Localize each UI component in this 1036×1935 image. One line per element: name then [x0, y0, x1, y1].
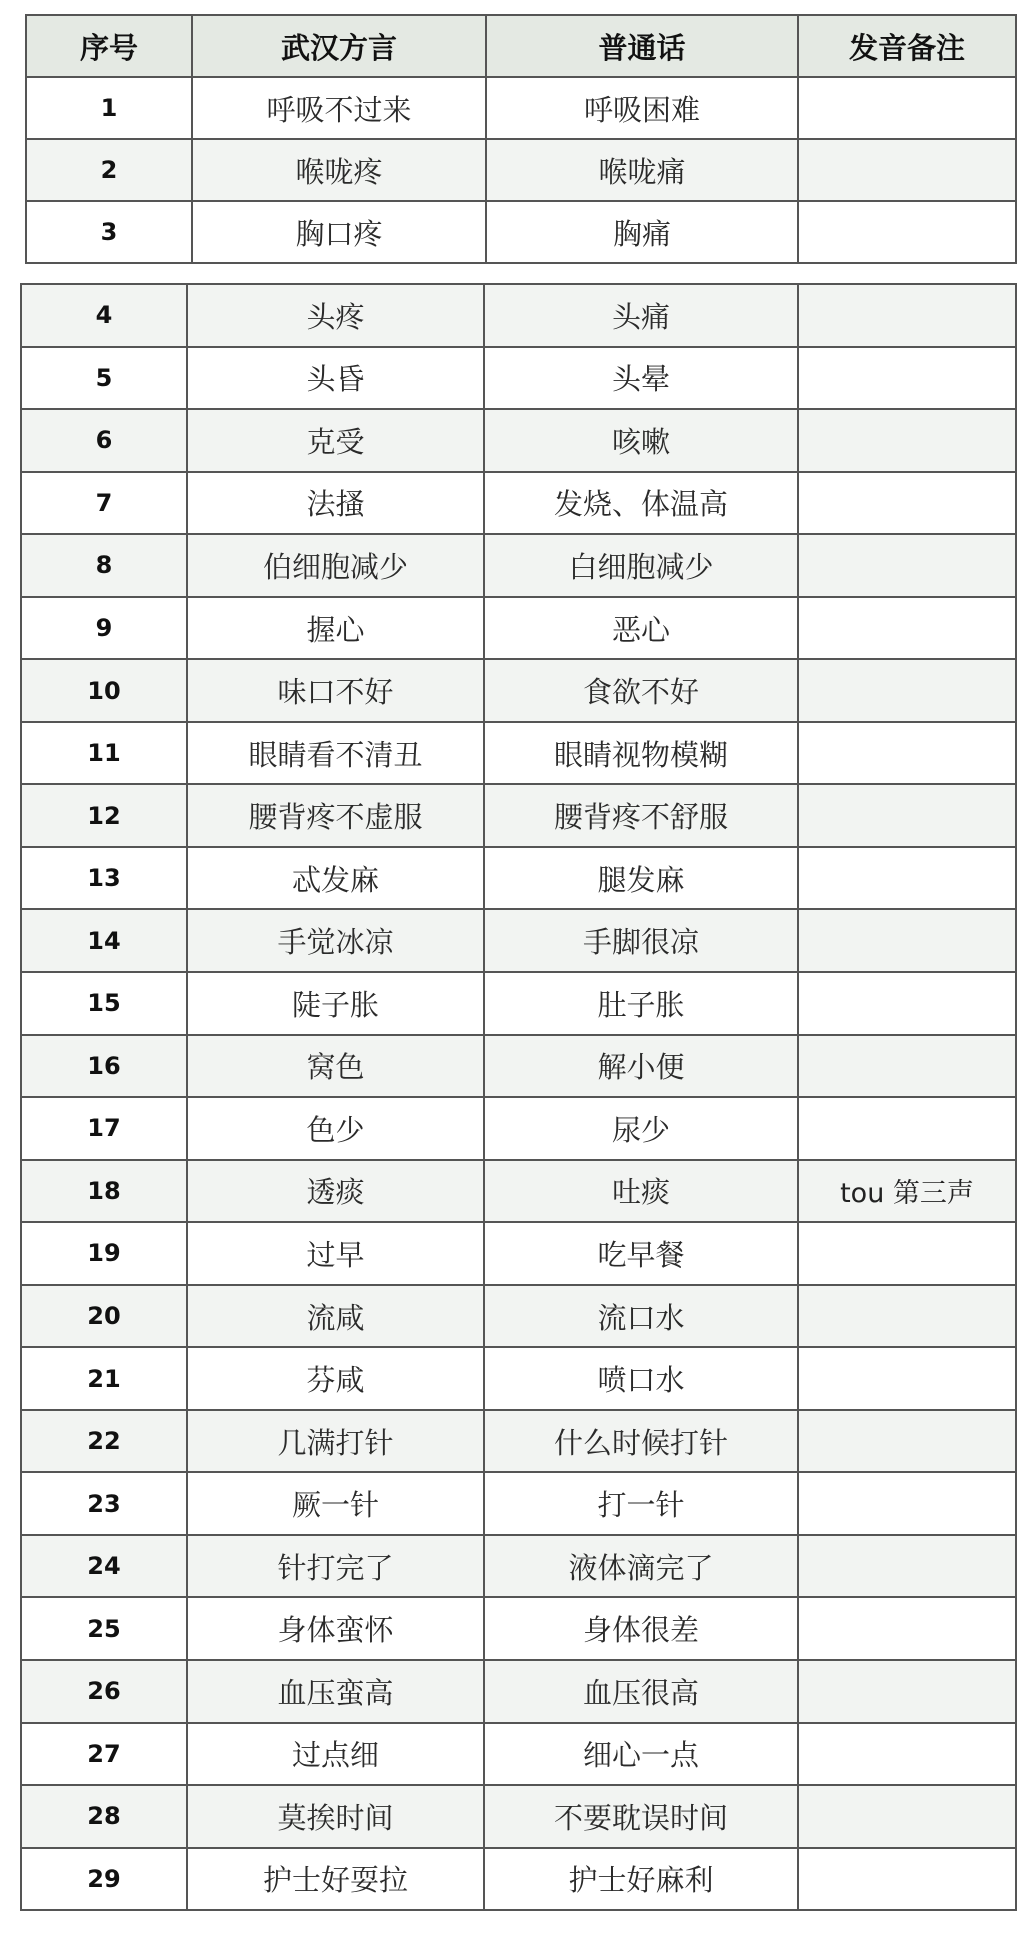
table-row [21, 1660, 1016, 1723]
row-index: 5 [21, 347, 187, 410]
row-note [798, 597, 1016, 660]
row-index: 13 [21, 847, 187, 910]
row-dialect: 手觉冰凉 [187, 909, 484, 972]
table-row [21, 597, 1016, 660]
table-row [21, 972, 1016, 1035]
row-index: 26 [21, 1660, 187, 1723]
table-row [21, 1222, 1016, 1285]
row-note [798, 1597, 1016, 1660]
row-dialect: 握心 [187, 597, 484, 660]
row-mandarin: 腿发麻 [484, 847, 798, 910]
row-dialect: 眼睛看不清丑 [187, 722, 484, 785]
table-row [21, 409, 1016, 472]
header-index: 序号 [26, 15, 192, 77]
row-dialect: 色少 [187, 1097, 484, 1160]
row-index: 23 [21, 1472, 187, 1535]
row-mandarin: 什么时候打针 [484, 1410, 798, 1473]
row-dialect: 厥一针 [187, 1472, 484, 1535]
row-mandarin: 腰背疼不舒服 [484, 784, 798, 847]
row-index: 29 [21, 1848, 187, 1911]
row-dialect: 针打完了 [187, 1535, 484, 1598]
table-row [21, 659, 1016, 722]
table-row [21, 1535, 1016, 1598]
row-note [798, 1222, 1016, 1285]
row-note [798, 1410, 1016, 1473]
row-index: 3 [26, 201, 192, 263]
row-dialect: 法搔 [187, 472, 484, 535]
row-index: 24 [21, 1535, 187, 1598]
table-row [21, 722, 1016, 785]
row-note [798, 1848, 1016, 1911]
row-note [798, 201, 1016, 263]
row-dialect: 窝色 [187, 1035, 484, 1098]
row-note [798, 909, 1016, 972]
row-index: 4 [21, 284, 187, 347]
row-mandarin: 手脚很凉 [484, 909, 798, 972]
row-index: 17 [21, 1097, 187, 1160]
row-mandarin: 尿少 [484, 1097, 798, 1160]
row-mandarin: 喉咙痛 [486, 139, 798, 201]
row-mandarin: 吃早餐 [484, 1222, 798, 1285]
row-mandarin: 肚子胀 [484, 972, 798, 1035]
row-index: 1 [26, 77, 192, 139]
row-index: 19 [21, 1222, 187, 1285]
row-note [798, 284, 1016, 347]
row-mandarin: 头痛 [484, 284, 798, 347]
row-dialect: 胸口疼 [192, 201, 486, 263]
row-mandarin: 头晕 [484, 347, 798, 410]
row-index: 16 [21, 1035, 187, 1098]
row-dialect: 头疼 [187, 284, 484, 347]
table-row [26, 201, 1016, 263]
row-mandarin: 打一针 [484, 1472, 798, 1535]
row-index: 6 [21, 409, 187, 472]
row-dialect: 味口不好 [187, 659, 484, 722]
row-index: 18 [21, 1160, 187, 1223]
row-mandarin: 白细胞减少 [484, 534, 798, 597]
row-note: tou 第三声 [798, 1160, 1016, 1223]
row-note [798, 77, 1016, 139]
row-note [798, 1347, 1016, 1410]
row-mandarin: 血压很高 [484, 1660, 798, 1723]
row-note [798, 347, 1016, 410]
row-note [798, 847, 1016, 910]
table-row [21, 534, 1016, 597]
row-mandarin: 不要耽误时间 [484, 1785, 798, 1848]
row-note [798, 1660, 1016, 1723]
row-dialect: 护士好耍拉 [187, 1848, 484, 1911]
row-note [798, 1535, 1016, 1598]
table-row [21, 1848, 1016, 1911]
row-dialect: 伯细胞减少 [187, 534, 484, 597]
dialect-table-part-1 [25, 14, 1017, 264]
table-row [21, 1285, 1016, 1348]
row-index: 22 [21, 1410, 187, 1473]
row-index: 11 [21, 722, 187, 785]
row-dialect: 喉咙疼 [192, 139, 486, 201]
row-index: 27 [21, 1723, 187, 1786]
header-note: 发音备注 [798, 15, 1016, 77]
table-header-row [26, 15, 1016, 77]
row-dialect: 呼吸不过来 [192, 77, 486, 139]
row-dialect: 克受 [187, 409, 484, 472]
row-mandarin: 细心一点 [484, 1723, 798, 1786]
row-index: 12 [21, 784, 187, 847]
row-dialect: 过点细 [187, 1723, 484, 1786]
row-index: 28 [21, 1785, 187, 1848]
row-note [798, 409, 1016, 472]
table-row [21, 1410, 1016, 1473]
dialect-table-part-2 [20, 283, 1017, 1911]
table-row [21, 784, 1016, 847]
row-mandarin: 咳嗽 [484, 409, 798, 472]
row-note [798, 1472, 1016, 1535]
row-mandarin: 恶心 [484, 597, 798, 660]
row-note [798, 1035, 1016, 1098]
row-index: 21 [21, 1347, 187, 1410]
table-row [21, 472, 1016, 535]
row-index: 10 [21, 659, 187, 722]
row-mandarin: 液体滴完了 [484, 1535, 798, 1598]
row-index: 7 [21, 472, 187, 535]
row-mandarin: 眼睛视物模糊 [484, 722, 798, 785]
row-dialect: 血压蛮高 [187, 1660, 484, 1723]
row-mandarin: 呼吸困难 [486, 77, 798, 139]
row-mandarin: 吐痰 [484, 1160, 798, 1223]
row-dialect: 莫挨时间 [187, 1785, 484, 1848]
row-note [798, 1097, 1016, 1160]
row-dialect: 几满打针 [187, 1410, 484, 1473]
table-row [21, 1035, 1016, 1098]
row-mandarin: 解小便 [484, 1035, 798, 1098]
row-note [798, 722, 1016, 785]
row-index: 15 [21, 972, 187, 1035]
table-row [26, 77, 1016, 139]
row-dialect: 过早 [187, 1222, 484, 1285]
row-note [798, 1285, 1016, 1348]
table-row [21, 1347, 1016, 1410]
table-row [21, 1597, 1016, 1660]
row-mandarin: 流口水 [484, 1285, 798, 1348]
row-dialect: 陡子胀 [187, 972, 484, 1035]
row-note [798, 472, 1016, 535]
row-index: 25 [21, 1597, 187, 1660]
row-dialect: 芬咸 [187, 1347, 484, 1410]
row-mandarin: 喷口水 [484, 1347, 798, 1410]
row-note [798, 784, 1016, 847]
row-index: 2 [26, 139, 192, 201]
header-mandarin: 普通话 [486, 15, 798, 77]
row-index: 8 [21, 534, 187, 597]
table-row [21, 347, 1016, 410]
row-dialect: 忒发麻 [187, 847, 484, 910]
row-dialect: 身体蛮怀 [187, 1597, 484, 1660]
row-note [798, 659, 1016, 722]
row-index: 14 [21, 909, 187, 972]
header-dialect: 武汉方言 [192, 15, 486, 77]
row-note [798, 1785, 1016, 1848]
table-row [21, 1472, 1016, 1535]
table-row [21, 1785, 1016, 1848]
row-index: 20 [21, 1285, 187, 1348]
table-row [21, 847, 1016, 910]
row-dialect: 头昏 [187, 347, 484, 410]
row-mandarin: 身体很差 [484, 1597, 798, 1660]
row-note [798, 139, 1016, 201]
table-row [21, 1097, 1016, 1160]
row-dialect: 腰背疼不虚服 [187, 784, 484, 847]
row-mandarin: 护士好麻利 [484, 1848, 798, 1911]
row-note [798, 534, 1016, 597]
table-row [21, 909, 1016, 972]
row-dialect: 透痰 [187, 1160, 484, 1223]
row-index: 9 [21, 597, 187, 660]
row-mandarin: 食欲不好 [484, 659, 798, 722]
table-row [21, 1723, 1016, 1786]
table-row [21, 284, 1016, 347]
table-row [26, 139, 1016, 201]
row-dialect: 流咸 [187, 1285, 484, 1348]
row-mandarin: 胸痛 [486, 201, 798, 263]
row-note [798, 972, 1016, 1035]
row-note [798, 1723, 1016, 1786]
row-mandarin: 发烧、体温高 [484, 472, 798, 535]
table-row [21, 1160, 1016, 1223]
